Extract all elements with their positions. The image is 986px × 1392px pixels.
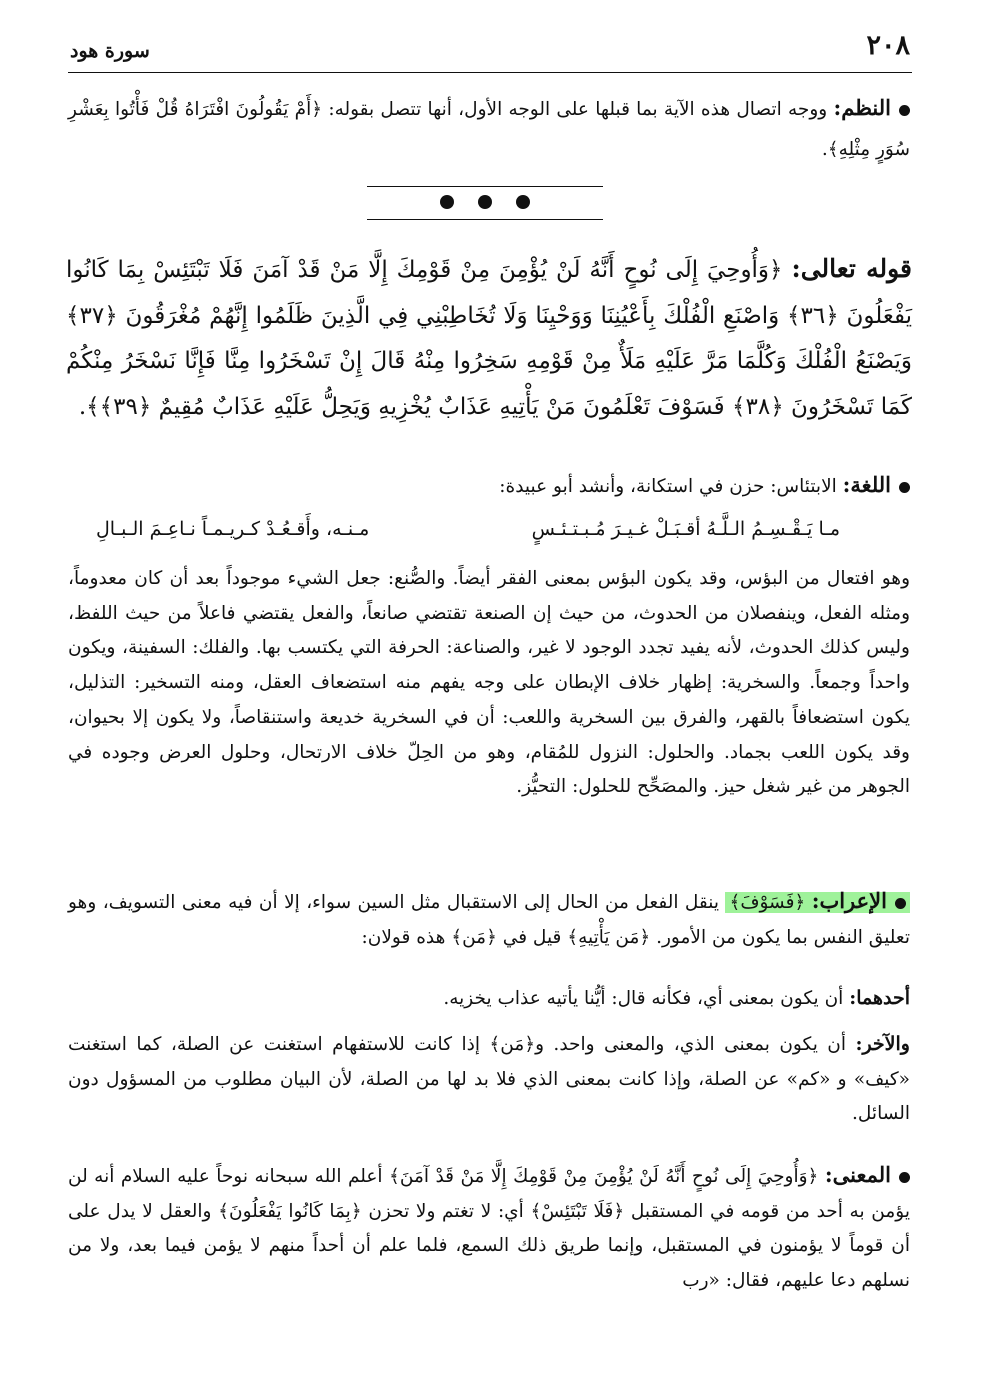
bullet-icon xyxy=(899,482,910,493)
lugha-label: اللغة: xyxy=(842,472,891,497)
irab-second-opinion xyxy=(68,1027,910,1132)
poem-verse xyxy=(96,518,840,540)
second-opinion-text: أن يكون بمعنى الذي، والمعنى واحد. و﴿مَن﴾ إذا كانت للاستفهام استغنت عن الصلة، كما استغنت «كيف» و «كم» عن الصلة، وإذا كانت بمعنى الذي فلا بد لها من الصلة، لأن البيان مطلوب من المسؤول دون السائل. xyxy=(68,1034,910,1124)
nazm-label: النظم: xyxy=(833,95,891,120)
irab-text: ينقل الفعل من الحال إلى الاستقبال مثل السين سواء، إلا أن فيه معنى التسويف، وهو تعليق النفس بما يكون من الأمور. ﴿مَن يَأْتِيهِ﴾ قيل في ﴿مَن﴾ هذه قولان: xyxy=(68,892,910,948)
nazm-section xyxy=(68,88,910,170)
mana-section xyxy=(68,1158,910,1299)
lugha-intro xyxy=(68,468,910,504)
dot-icon xyxy=(440,195,454,209)
irab-highlight xyxy=(725,888,910,913)
second-opinion-label: والآخر: xyxy=(855,1033,910,1055)
section-divider-bottom xyxy=(367,219,603,220)
page-header xyxy=(70,30,910,64)
bullet-icon xyxy=(895,898,906,909)
dot-icon xyxy=(516,195,530,209)
first-opinion-label: أحدهما: xyxy=(849,987,910,1009)
verse-label: قوله تعالى: xyxy=(791,254,912,283)
surah-title: سورة هود xyxy=(70,40,150,62)
header-rule xyxy=(68,72,912,73)
lugha-text: وهو افتعال من البؤس، وقد يكون البؤس بمعنى الفقر أيضاً. والصُّنع: جعل الشيء موجوداً بعد أن كان معدوماً، ومثله الفعل، وينفصلان من الحدوث، من حيث إن الصنعة تقتضي صانعاً، والفعل يقتضي فاعلاً من حيث اللفظ، وليس كذلك الحدوث، لأنه يفيد تجدد الوجود لا غير، والصناعة: الحرفة التي يكتسب بها. والفلك: السفينة، ويكون واحداً وجمعاً. والسخرية: إظهار خلاف الإبطان على وجه يفهم منه استضعاف العقل، ومنه التسخير: التذليل، يكون استضعافاً بالقهر، والفرق بين السخرية واللعب: أن في السخرية خديعة واستنقاصاً، ولا يكون إلا بحيوان، وقد يكون اللعب بجماد. والحلول: النزول للمُقام، وهو من الحِلّ خلاف الارتحال، وحلول العرض وجوده في الجوهر من غير شغل حيز. والمصَحِّح للحلول: التحيُّز. xyxy=(68,568,910,798)
poem-second-hemistich: مـنـه، وأَقـعُـدْ كـريـمـاً نـاعِـمَ الـبـالِ xyxy=(96,518,370,540)
lugha-intro-text: الابتئاس: حزن في استكانة، وأنشد أبو عبيدة: xyxy=(499,476,837,497)
nazm-text: ووجه اتصال هذه الآية بما قبلها على الوجه الأول، أنها تتصل بقوله: ﴿أَمْ يَقُولُونَ افْتَرَاهُ قُلْ فَأْتُوا بِعَشْرِ سُوَرٍ مِثْلِهِ﴾. xyxy=(68,99,910,160)
mana-label: المعنى: xyxy=(824,1162,891,1187)
irab-first-opinion xyxy=(68,981,910,1016)
poem-first-hemistich: مـا يَـقْـسِـمُ الـلَّـهُ أقـبَـلْ غـيـرَ مُـبـتـئـسٍ xyxy=(531,518,840,540)
page-number: ٢٠٨ xyxy=(866,30,910,61)
irab-label: الإعراب: xyxy=(811,888,887,913)
irab-section xyxy=(68,884,910,955)
quran-verse-block xyxy=(66,246,912,430)
dot-icon xyxy=(478,195,492,209)
bullet-icon xyxy=(899,105,910,116)
section-separator-dots xyxy=(440,195,530,215)
verse-text: ﴿وَأُوحِيَ إِلَى نُوحٍ أَنَّهُ لَنْ يُؤْمِنَ مِنْ قَوْمِكَ إِلَّا مَنْ قَدْ آمَنَ فَلَا تَبْتَئِسْ بِمَا كَانُوا يَفْعَلُونَ ﴿٣٦﴾ وَاصْنَعِ الْفُلْكَ بِأَعْيُنِنَا وَوَحْيِنَا وَلَا تُخَاطِبْنِي فِي الَّذِينَ ظَلَمُوا إِنَّهُمْ مُغْرَقُونَ ﴿٣٧﴾ وَيَصْنَعُ الْفُلْكَ وَكُلَّمَا مَرَّ عَلَيْهِ مَلَأٌ مِنْ قَوْمِهِ سَخِرُوا مِنْهُ قَالَ إِنْ تَسْخَرُوا مِنَّا فَإِنَّا نَسْخَرُ مِنْكُمْ كَمَا تَسْخَرُونَ ﴿٣٨﴾ فَسَوْفَ تَعْلَمُونَ مَنْ يَأْتِيهِ عَذَابٌ يُخْزِيهِ وَيَحِلُّ عَلَيْهِ عَذَابٌ مُقِيمٌ ﴿٣٩﴾﴾. xyxy=(66,257,912,420)
first-opinion-text: أن يكون بمعنى أي، فكأنه قال: أيُّنا يأتيه عذاب يخزيه. xyxy=(443,988,844,1009)
section-divider-top xyxy=(367,186,603,187)
bullet-icon xyxy=(899,1172,910,1183)
irab-word: ﴿فَسَوْفَ﴾ xyxy=(729,892,806,913)
lugha-body xyxy=(68,562,910,805)
mana-text: ﴿وَأُوحِيَ إِلَى نُوحٍ أَنَّهُ لَنْ يُؤْمِنَ مِنْ قَوْمِكَ إِلَّا مَنْ قَدْ آمَنَ﴾ أعلم الله سبحانه نوحاً عليه السلام أنه لن يؤمن به أحد من قومه في المستقبل ﴿فَلَا تَبْتَئِسْ﴾ أي: لا تغتم ولا تحزن ﴿بِمَا كَانُوا يَفْعَلُونَ﴾ والعقل لا يدل على أن قوماً لا يؤمنون في المستقبل، وإنما طريق ذلك السمع، فلما علم أن أحداً منهم لا يؤمن فيما بعد، ولا من نسلهم دعا عليهم، فقال: «رب xyxy=(68,1166,910,1292)
